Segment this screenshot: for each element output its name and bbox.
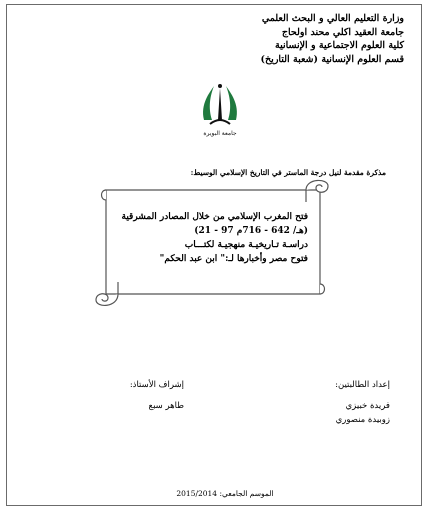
prepared-by xyxy=(240,378,390,427)
academic-season: الموسم الجامعي: 2015/2014 xyxy=(176,489,274,498)
title-line-4: فتوح مصر وأخبارها لـ:" ابن عبد الحكم" xyxy=(159,254,308,264)
logo-caption: جامعة البويرة xyxy=(203,130,237,137)
university-name: جامعة العقيد اكلي محند اولحاج xyxy=(281,26,404,38)
thesis-title xyxy=(112,210,308,266)
university-logo xyxy=(196,82,244,138)
supervision-label: إشراف الأستاذ: xyxy=(129,380,184,390)
professor-name: طاهر سبع xyxy=(148,401,184,411)
student-name: زوبيدة منصوري xyxy=(335,415,390,425)
department-name: قسم العلوم الإنسانية (شعبة التاريخ) xyxy=(260,53,404,65)
ministry-name: وزارة التعليم العالي و البحث العلمي xyxy=(261,13,404,24)
title-line-1: فتح المغرب الإسلامي من خلال المصادر المشرقية xyxy=(121,212,308,222)
prepared-label: إعداد الطالبتين: xyxy=(335,380,390,390)
title-line-3: دراسـة تـاريخيـة منهجيـة لكتـــاب xyxy=(184,240,308,250)
memo-line: مذكرة مقدمة لنيل درجة الماستر في التاريخ الإسلامي الوسيط: xyxy=(190,168,386,177)
student-name: فريدة خبيزي xyxy=(345,401,390,411)
supervision xyxy=(84,378,184,413)
logo-emblem-icon xyxy=(203,84,237,124)
institution-header xyxy=(144,12,404,66)
title-line-2: (21 - 97 هـ/ 642 - 716م) xyxy=(194,226,308,236)
faculty-name: كلية العلوم الاجتماعية و الإنسانية xyxy=(275,40,404,51)
